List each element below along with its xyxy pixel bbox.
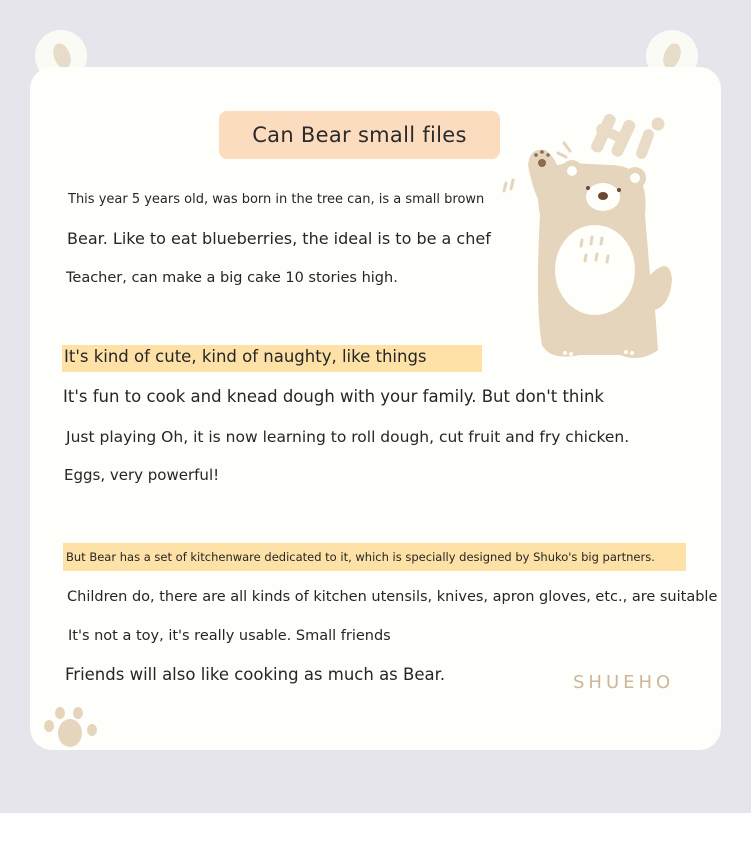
page-title-text: Can Bear small files xyxy=(252,123,467,147)
paragraph2-line-2: It's fun to cook and knead dough with your family. But don't think xyxy=(63,387,604,406)
paragraph3-line-4: Friends will also like cooking as much as Bear. xyxy=(65,665,446,684)
paragraph2-line-1: It's kind of cute, kind of naughty, like things xyxy=(64,347,427,366)
paragraph3-line-1: But Bear has a set of kitchenware dedicated to it, which is specially designed by Shuko's big partners. xyxy=(66,550,655,564)
paragraph3-line-2: Children do, there are all kinds of kitchen utensils, knives, apron gloves, etc., are suitable xyxy=(67,589,718,605)
paragraph2-line-3: Just playing Oh, it is now learning to roll dough, cut fruit and fry chicken. xyxy=(66,428,630,446)
paragraph2-line-4: Eggs, very powerful! xyxy=(64,466,220,484)
paragraph1-line-1: This year 5 years old, was born in the tree can, is a small brown xyxy=(68,192,485,207)
paw-print-icon xyxy=(40,700,102,752)
brand-logo: SHUEHO xyxy=(573,672,675,693)
paragraph1-line-3: Teacher, can make a big cake 10 stories high. xyxy=(66,270,398,286)
paragraph1-line-2: Bear. Like to eat blueberries, the ideal is to be a chef xyxy=(67,229,491,248)
paragraph3-line-3: It's not a toy, it's really usable. Small friends xyxy=(68,628,391,644)
page-title xyxy=(219,111,500,159)
waving-bear-icon xyxy=(500,105,680,365)
